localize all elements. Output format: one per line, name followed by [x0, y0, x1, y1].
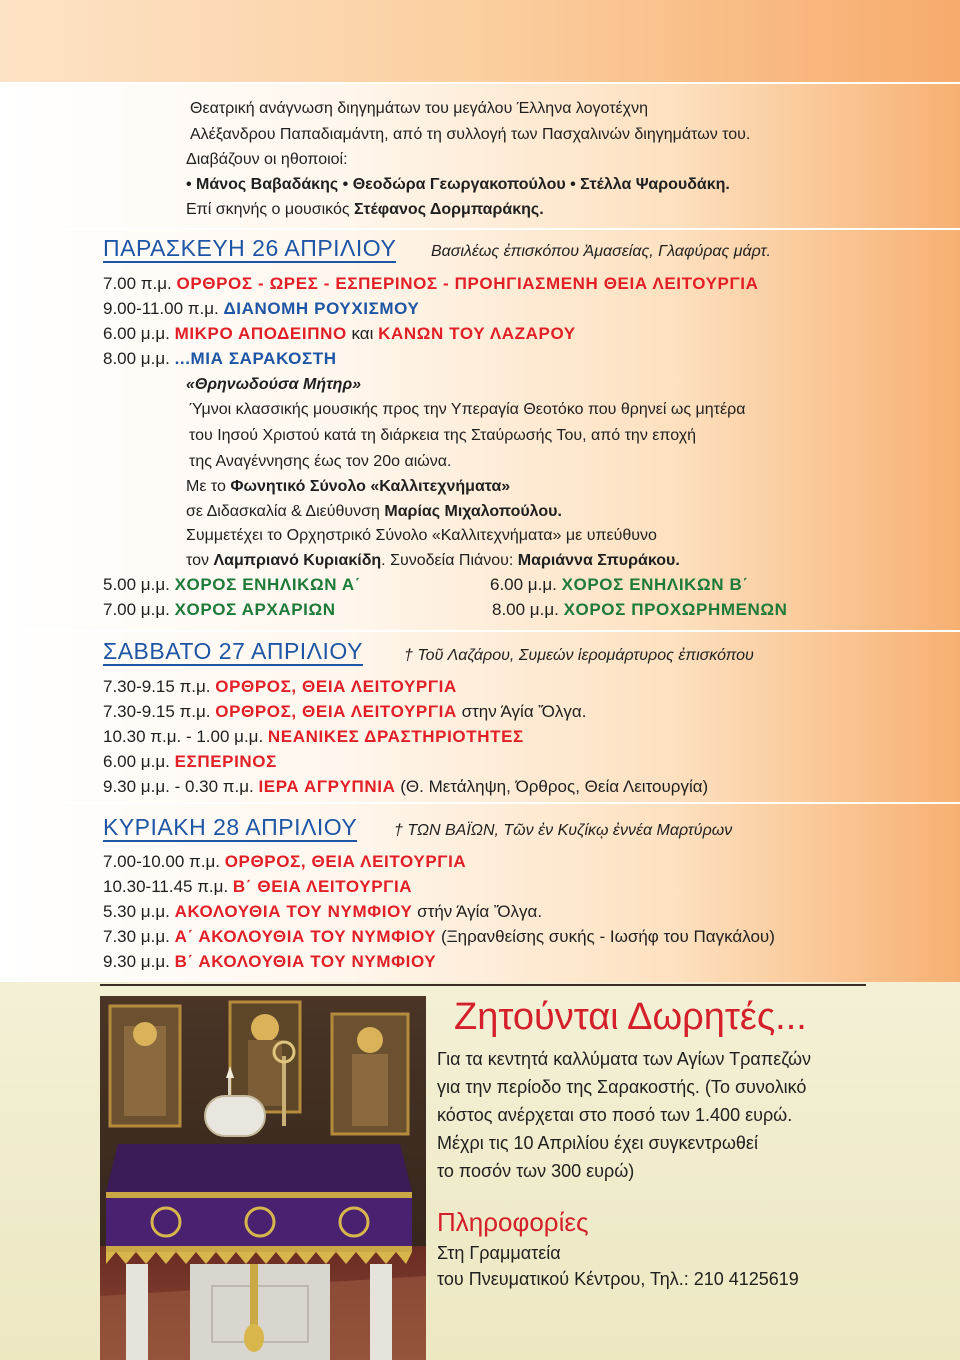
- event-time: 8.00 μ.μ.: [492, 600, 564, 619]
- concert-ensemble: Φωνητικό Σύνολο «Καλλιτεχνήματα»: [230, 478, 511, 495]
- friday-event-3: [103, 323, 576, 345]
- friday-feast: Βασιλέως ἐπισκόπου Ἀμασείας, Γλαφύρας μάρτ.: [431, 243, 771, 260]
- intro-musician: [186, 199, 544, 221]
- intro-line-2: Αλέξανδρου Παπαδιαμάντη, από τη συλλογή των Πασχαλινών διηγημάτων του.: [190, 126, 751, 143]
- event-title: ΧΟΡΟΣ ΕΝΗΛΙΚΩΝ Α΄: [174, 575, 361, 594]
- info-title: Πληροφορίες: [437, 1207, 589, 1237]
- saturday-event-4: [103, 751, 277, 773]
- friday-heading: ΠΑΡΑΣΚΕΥΗ 26 ΑΠΡΙΛΙΟΥ: [103, 235, 397, 261]
- friday-event-2: [103, 298, 419, 320]
- event-time: 6.00 μ.μ.: [490, 575, 562, 594]
- band-separator: [0, 630, 960, 632]
- concert-line-2: του Ιησού Χριστού κατά τη διάρκεια της Σταύρωσής Του, από την εποχή: [189, 427, 696, 444]
- band-separator: [0, 228, 960, 230]
- saturday-event-2: [103, 701, 586, 723]
- friday-dance-3: [103, 599, 336, 621]
- friday-event-1: [103, 273, 759, 295]
- donors-title: Ζητούνται Δωρητές...: [454, 996, 807, 1038]
- sunday-event-2: [103, 876, 412, 898]
- event-title: ΚΑΝΩΝ ΤΟΥ ΛΑΖΑΡΟΥ: [378, 324, 576, 343]
- donors-line-3: κόστος ανέρχεται στο ποσό των 1.400 ευρώ.: [437, 1105, 793, 1125]
- sunday-heading: ΚΥΡΙΑΚΗ 28 ΑΠΡΙΛΙΟΥ: [103, 814, 358, 840]
- event-time: 10.30-11.45 π.μ.: [103, 877, 233, 896]
- event-title: ΟΡΘΡΟΣ, ΘΕΙΑ ΛΕΙΤΟΥΡΓΙΑ: [215, 677, 457, 696]
- saturday-event-5: [103, 776, 708, 798]
- donors-line-2: για την περίοδο της Σαρακοστής. (Το συνολικό: [437, 1077, 807, 1097]
- concert-line-4: [186, 476, 510, 498]
- band-separator: [0, 802, 960, 804]
- event-title: ΜΙΚΡΟ ΑΠΟΔΕΙΠΝΟ: [174, 324, 347, 343]
- info-line-2: του Πνευματικού Κέντρου, Τηλ.: 210 4125619: [437, 1269, 799, 1289]
- sunday-event-1: [103, 851, 466, 873]
- friday-dance-4: [492, 599, 788, 621]
- event-time: 6.00 μ.μ.: [103, 324, 175, 343]
- saturday-heading: ΣΑΒΒΑΤΟ 27 ΑΠΡΙΛΙΟΥ: [103, 638, 363, 664]
- sunday-event-5: [103, 951, 436, 973]
- concert-line-3: της Αναγέννησης έως τον 20ο αιώνα.: [189, 453, 452, 470]
- concert-line-7: [186, 550, 680, 572]
- event-time: 10.30 π.μ. - 1.00 μ.μ.: [103, 727, 268, 746]
- altar-illustration: [100, 996, 426, 1360]
- event-title: ...ΜΙΑ ΣΑΡΑΚΟΣΤΗ: [174, 349, 337, 368]
- event-time: 7.30-9.15 π.μ.: [103, 677, 216, 696]
- event-place: στην Άγία Ὄλγα.: [456, 702, 587, 721]
- band-separator: [0, 82, 960, 84]
- donors-line-1: Για τα κεντητά καλλύματα των Αγίων Τραπεζών: [437, 1049, 812, 1069]
- concert-text: . Συνοδεία Πιάνου:: [381, 552, 518, 569]
- friday-dance-2: [490, 574, 749, 596]
- event-time: 5.00 μ.μ.: [103, 575, 175, 594]
- info-line-1: Στη Γραμματεία: [437, 1243, 561, 1263]
- event-time: 7.00 μ.μ.: [103, 600, 175, 619]
- altar-photo: [100, 996, 426, 1360]
- event-title: ΑΚΟΛΟΥΘΙΑ ΤΟΥ ΝΥΜΦΙΟΥ: [174, 902, 413, 921]
- saturday-feast: † Τοῦ Λαζάρου, Συμεών ἱερομάρτυρος ἐπισκόπου: [404, 647, 754, 664]
- concert-text: σε Διδασκαλία & Διεύθυνση: [186, 503, 385, 520]
- concert-text: τον: [186, 552, 214, 569]
- event-time: 9.30 μ.μ.: [103, 952, 175, 971]
- concert-title: «Θρηνωδούσα Μήτηρ»: [186, 376, 362, 393]
- section-divider: [100, 984, 866, 986]
- event-time: 8.00 μ.μ.: [103, 349, 175, 368]
- event-title: ΧΟΡΟΣ ΕΝΗΛΙΚΩΝ Β΄: [561, 575, 749, 594]
- event-title: Α΄ ΑΚΟΛΟΥΘΙΑ ΤΟΥ ΝΥΜΦΙΟΥ: [174, 927, 437, 946]
- event-title: ΝΕΑΝΙΚΕΣ ΔΡΑΣΤΗΡΙΟΤΗΤΕΣ: [267, 727, 524, 746]
- event-title: ΟΡΘΡΟΣ - ΩΡΕΣ - ΕΣΠΕΡΙΝΟΣ - ΠΡΟΗΓΙΑΣΜΕΝΗ ΘΕΙΑ ΛΕΙΤΟΥΡΓΙΑ: [176, 274, 759, 293]
- sunday-event-3: [103, 901, 542, 923]
- event-time: 7.30 μ.μ.: [103, 927, 175, 946]
- event-title: ΕΣΠΕΡΙΝΟΣ: [174, 752, 277, 771]
- sunday-feast: † ΤΩΝ ΒΑΪΩΝ, Τῶν ἐν Κυζίκῳ ἐννέα Μαρτύρων: [394, 822, 733, 839]
- intro-actors: • Μάνος Βαβαδάκης • Θεοδώρα Γεωργακοπούλου • Στέλλα Ψαρουδάκη.: [186, 176, 730, 193]
- concert-director: Μαρίας Μιχαλοπούλου.: [384, 503, 562, 520]
- concert-line-5: [186, 501, 562, 523]
- event-place: στήν Άγία Ὄλγα.: [412, 902, 543, 921]
- intro-line-1: Θεατρική ανάγνωση διηγημάτων του μεγάλου Έλληνα λογοτέχνη: [190, 100, 648, 117]
- donors-line-5: το ποσόν των 300 ευρώ): [437, 1161, 635, 1181]
- event-time: 5.30 μ.μ.: [103, 902, 175, 921]
- musician-name: Στέφανος Δορμπαράκης.: [354, 201, 544, 218]
- concert-line-6: Συμμετέχει το Ορχηστρικό Σύνολο «Καλλιτεχνήματα» με υπεύθυνο: [186, 527, 657, 544]
- event-title: ΙΕΡΑ ΑΓΡΥΠΝΙΑ: [258, 777, 396, 796]
- event-time: 7.00 π.μ.: [103, 274, 177, 293]
- saturday-event-3: [103, 726, 524, 748]
- musician-prefix: Επί σκηνής ο μουσικός: [186, 201, 355, 218]
- event-title: ΧΟΡΟΣ ΑΡΧΑΡΙΩΝ: [174, 600, 336, 619]
- concert-pianist: Μαριάννα Σπυράκου.: [517, 552, 680, 569]
- sunday-event-4: [103, 926, 775, 948]
- event-join: και: [346, 324, 379, 343]
- concert-conductor: Λαμπριανό Κυριακίδη: [213, 552, 382, 569]
- event-title: ΧΟΡΟΣ ΠΡΟΧΩΡΗΜΕΝΩΝ: [563, 600, 788, 619]
- event-title: Β΄ ΑΚΟΛΟΥΘΙΑ ΤΟΥ ΝΥΜΦΙΟΥ: [174, 952, 437, 971]
- intro-line-3: Διαβάζουν οι ηθοποιοί:: [186, 151, 348, 168]
- saturday-event-1: [103, 676, 457, 698]
- concert-line-1: Ύμνοι κλασσικής μουσικής προς την Υπεραγία Θεοτόκο που θρηνεί ως μητέρα: [189, 401, 746, 418]
- friday-event-4: [103, 348, 337, 370]
- event-time: 7.30-9.15 π.μ.: [103, 702, 216, 721]
- donors-line-4: Μέχρι τις 10 Απριλίου έχει συγκεντρωθεί: [437, 1133, 758, 1153]
- friday-dance-1: [103, 574, 361, 596]
- event-note: (Θ. Μετάληψη, Όρθρος, Θεία Λειτουργία): [395, 777, 709, 796]
- concert-text: Με το: [186, 478, 231, 495]
- event-title: ΔΙΑΝΟΜΗ ΡΟΥΧΙΣΜΟΥ: [223, 299, 420, 318]
- event-time: 9.00-11.00 π.μ.: [103, 299, 224, 318]
- event-title: ΟΡΘΡΟΣ, ΘΕΙΑ ΛΕΙΤΟΥΡΓΙΑ: [215, 702, 457, 721]
- event-time: 7.00-10.00 π.μ.: [103, 852, 225, 871]
- top-orange-band: [0, 0, 960, 82]
- event-note: (Ξηρανθείσης συκής - Ιωσήφ του Παγκάλου): [436, 927, 775, 946]
- event-time: 9.30 μ.μ. - 0.30 π.μ.: [103, 777, 259, 796]
- event-time: 6.00 μ.μ.: [103, 752, 175, 771]
- event-title: Β΄ ΘΕΙΑ ΛΕΙΤΟΥΡΓΙΑ: [232, 877, 413, 896]
- event-title: ΟΡΘΡΟΣ, ΘΕΙΑ ΛΕΙΤΟΥΡΓΙΑ: [224, 852, 467, 871]
